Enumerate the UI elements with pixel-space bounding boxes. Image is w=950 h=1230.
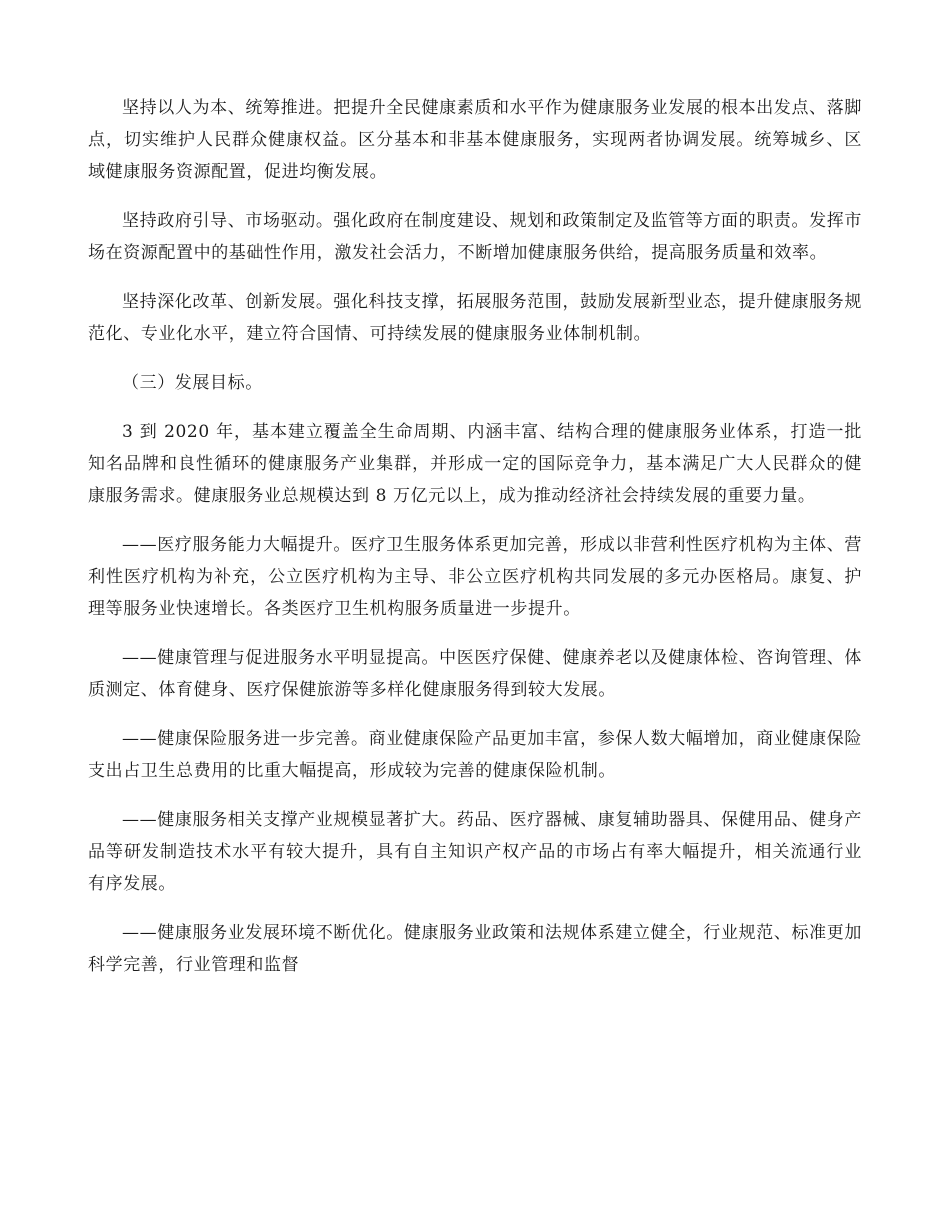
paragraph-goal-supporting-industries: ——健康服务相关支撑产业规模显著扩大。药品、医疗器械、康复辅助器具、保健用品、健身产品等研发制造技术水平有较大提升，具有自主知识产权产品的市场占有率大幅提升，相关流通行业有序发展。	[88, 810, 862, 894]
paragraph-goal-health-management: ——健康管理与促进服务水平明显提高。中医医疗保健、健康养老以及健康体检、咨询管理、体质测定、体育健身、医疗保健旅游等多样化健康服务得到较大发展。	[88, 648, 862, 700]
paragraph-goal-medical-services: ——医疗服务能力大幅提升。医疗卫生服务体系更加完善，形成以非营利性医疗机构为主体、营利性医疗机构为补充，公立医疗机构为主导、非公立医疗机构共同发展的多元办医格局。康复、护理等服务业快速增长。各类医疗卫生机构服务质量进一步提升。	[88, 535, 862, 619]
section-heading-goals: （三）发展目标。	[122, 373, 263, 393]
paragraph-goal-environment: ——健康服务业发展环境不断优化。健康服务业政策和法规体系建立健全，行业规范、标准更加科学完善，行业管理和监督	[88, 923, 862, 975]
paragraph-goal-2020: 3 到 2020 年，基本建立覆盖全生命周期、内涵丰富、结构合理的健康服务业体系，打造一批知名品牌和良性循环的健康服务产业集群，并形成一定的国际竞争力，基本满足广大人民群众的健康服务需求。健康服务业总规模达到 8 万亿元以上，成为推动经济社会持续发展的重要力量。	[88, 422, 862, 506]
paragraph-goal-health-insurance: ——健康保险服务进一步完善。商业健康保险产品更加丰富，参保人数大幅增加，商业健康保险支出占卫生总费用的比重大幅提高，形成较为完善的健康保险机制。	[88, 729, 862, 781]
document-body	[88, 92, 862, 998]
paragraph-principle-reform-innovation: 坚持深化改革、创新发展。强化科技支撑，拓展服务范围，鼓励发展新型业态，提升健康服务规范化、专业化水平，建立符合国情、可持续发展的健康服务业体制机制。	[88, 292, 862, 344]
paragraph-principle-people-first: 坚持以人为本、统筹推进。把提升全民健康素质和水平作为健康服务业发展的根本出发点、落脚点，切实维护人民群众健康权益。区分基本和非基本健康服务，实现两者协调发展。统筹城乡、区域健康服务资源配置，促进均衡发展。	[88, 98, 862, 182]
paragraph-principle-government-market: 坚持政府引导、市场驱动。强化政府在制度建设、规划和政策制定及监管等方面的职责。发挥市场在资源配置中的基础性作用，激发社会活力，不断增加健康服务供给，提高服务质量和效率。	[88, 211, 862, 263]
